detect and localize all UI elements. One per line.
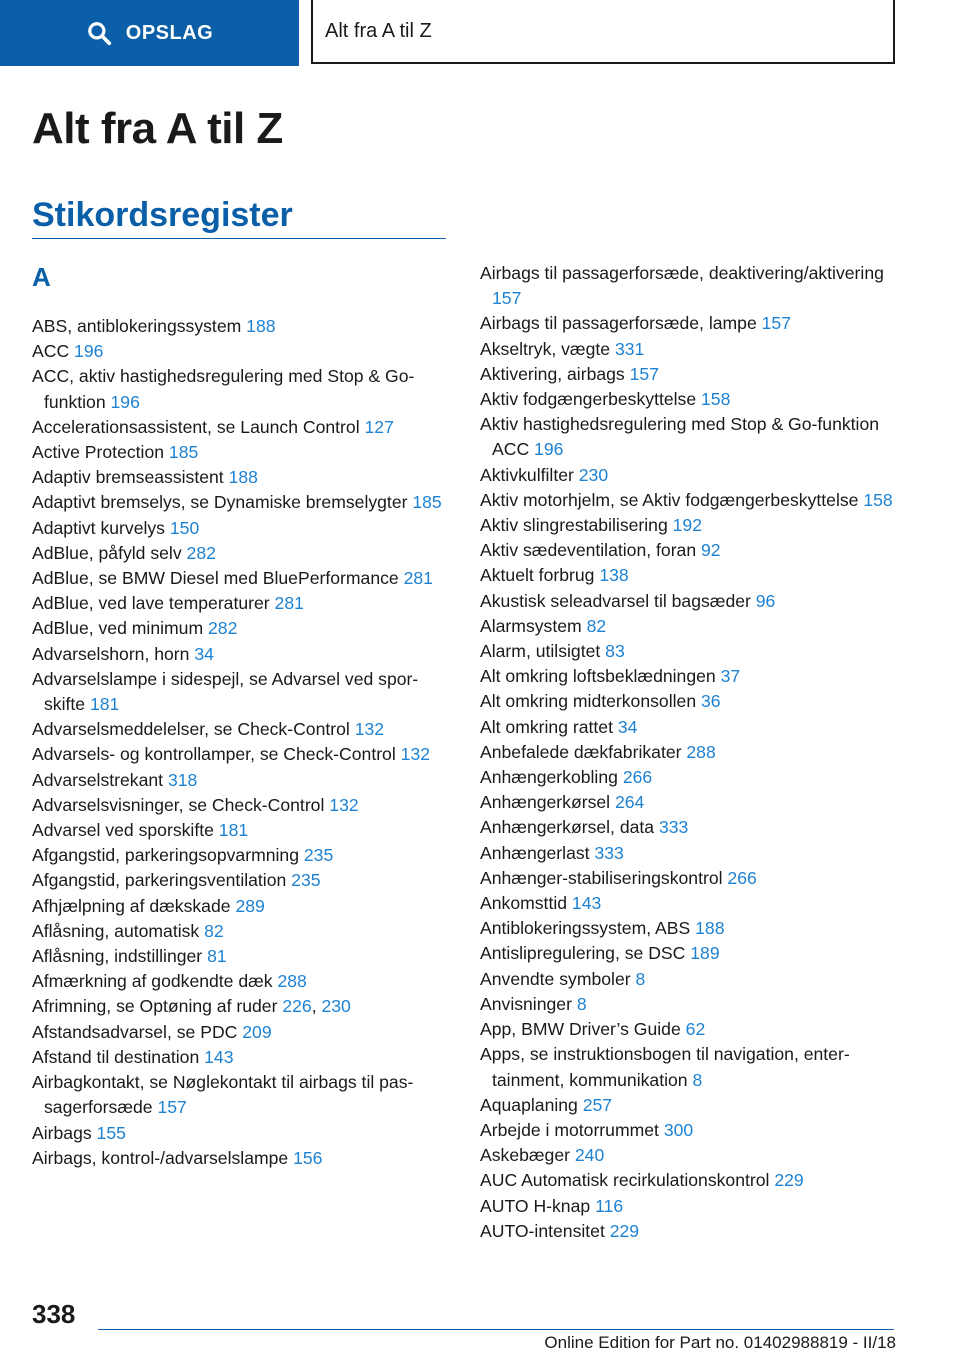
index-entry bbox=[32, 314, 448, 339]
page-reference-link[interactable]: 132 bbox=[329, 794, 359, 815]
index-entry-text: Advarselslampe i sidespejl, se Advarsel ved sporskifte bbox=[32, 668, 419, 715]
index-entry-text: Apps, se instruktionsbogen til navigation, entertainment, kommunikation bbox=[480, 1044, 850, 1090]
page-reference-link[interactable]: 157 bbox=[157, 1097, 187, 1118]
page-reference-link[interactable]: 289 bbox=[235, 895, 265, 916]
index-entry-text: Afgangstid, parkeringsopvarmning bbox=[32, 845, 299, 866]
index-entry-text: Antislipregulering, se DSC bbox=[480, 943, 686, 964]
search-tab[interactable] bbox=[0, 0, 299, 66]
section-divider bbox=[32, 238, 446, 239]
index-entry bbox=[32, 868, 448, 893]
index-entry-text: Anhængerkobling bbox=[480, 767, 618, 788]
page-reference-link[interactable]: 181 bbox=[218, 820, 249, 841]
page-reference-link[interactable]: 266 bbox=[727, 867, 757, 888]
page-reference-link[interactable]: 331 bbox=[614, 338, 645, 359]
page-reference-link[interactable]: 34 bbox=[194, 643, 214, 664]
index-entry-text: Aquaplaning bbox=[480, 1094, 578, 1115]
index-entry-text: Askebæger bbox=[480, 1145, 570, 1166]
page-reference-link[interactable]: 36 bbox=[701, 691, 721, 712]
index-entry-text: Airbags til passagerforsæde, deaktivering/aktivering bbox=[480, 263, 884, 283]
index-entry bbox=[480, 513, 898, 538]
index-entry bbox=[480, 1017, 898, 1042]
index-entry bbox=[480, 412, 898, 462]
page-reference-link[interactable]: 196 bbox=[110, 391, 140, 412]
page-reference-link[interactable]: 235 bbox=[303, 845, 334, 866]
page-reference-link[interactable]: 196 bbox=[74, 341, 104, 362]
page-reference-link[interactable]: 150 bbox=[169, 517, 200, 538]
current-section-label: Alt fra A til Z bbox=[325, 19, 432, 42]
index-entry bbox=[32, 566, 448, 591]
index-entry bbox=[32, 667, 448, 717]
page-reference-link[interactable]: 288 bbox=[277, 971, 307, 992]
index-entry-text: Airbags bbox=[32, 1122, 92, 1143]
index-entry-text: Anvisninger bbox=[480, 993, 572, 1014]
page-reference-link[interactable]: 196 bbox=[534, 439, 564, 460]
page-reference-link[interactable]: 83 bbox=[605, 641, 625, 662]
page-reference-link[interactable]: 226 bbox=[282, 996, 312, 1017]
index-entry-text: Afhjælpning af dækskade bbox=[32, 895, 231, 916]
page-reference-link[interactable]: 188 bbox=[246, 316, 276, 336]
page-reference-link[interactable]: 257 bbox=[582, 1094, 613, 1115]
page-reference-link[interactable]: 127 bbox=[364, 416, 394, 437]
page-reference-link[interactable]: 230 bbox=[321, 996, 351, 1017]
page-reference-link[interactable]: 282 bbox=[208, 618, 238, 639]
index-entry bbox=[32, 1121, 448, 1146]
index-entry bbox=[480, 967, 898, 992]
page-reference-link[interactable]: 8 bbox=[692, 1069, 703, 1090]
page-reference-link[interactable]: 333 bbox=[594, 842, 624, 863]
index-entry-text: Adaptivt kurvelys bbox=[32, 517, 165, 538]
page-title: Alt fra A til Z bbox=[32, 104, 283, 153]
index-entry-text: Aktivkulfilter bbox=[480, 464, 574, 485]
page-reference-link[interactable]: 333 bbox=[658, 817, 689, 838]
current-section-tab[interactable] bbox=[311, 0, 895, 64]
index-entry-text: Aktiv motorhjelm, se Aktiv fodgængerbeskyttelse bbox=[480, 489, 859, 510]
index-entry bbox=[32, 415, 448, 440]
page-reference-link[interactable]: 143 bbox=[204, 1046, 234, 1067]
index-entry-text: Anhængerlast bbox=[480, 842, 590, 863]
index-entry bbox=[32, 440, 448, 465]
index-entry-text: Akustisk seleadvarsel til bagsæder bbox=[480, 590, 751, 611]
page-reference-link[interactable]: 81 bbox=[207, 946, 227, 967]
index-entry bbox=[32, 717, 448, 742]
index-entry bbox=[480, 1168, 898, 1193]
page-reference-link[interactable]: 181 bbox=[89, 694, 120, 715]
page-reference-link[interactable]: 188 bbox=[228, 467, 258, 488]
index-entry bbox=[480, 916, 898, 941]
index-entry-text: Airbagkontakt, se Nøglekontakt til airbags til passagerforsæde bbox=[32, 1072, 414, 1118]
index-entry bbox=[32, 1146, 448, 1171]
index-entry-text: Advarselsvisninger, se Check-Control bbox=[32, 794, 325, 815]
page-reference-link[interactable]: 266 bbox=[622, 767, 653, 788]
page-reference-link[interactable]: 8 bbox=[576, 993, 587, 1014]
page-reference-link[interactable]: 229 bbox=[609, 1220, 640, 1241]
index-column-left bbox=[32, 314, 448, 1171]
index-entry-text: Aktiv slingrestabilisering bbox=[480, 515, 668, 536]
index-entry-text: Aktiv sædeventilation, foran bbox=[480, 540, 697, 561]
index-entry bbox=[480, 563, 898, 588]
index-entry-text: ABS, antiblokeringssystem bbox=[32, 316, 242, 336]
page-reference-link[interactable]: 281 bbox=[403, 568, 433, 589]
page-reference-link[interactable]: 318 bbox=[167, 769, 198, 790]
page-reference-link[interactable]: 82 bbox=[204, 920, 224, 941]
page-reference-link[interactable]: 264 bbox=[614, 792, 645, 813]
page-reference-link[interactable]: 157 bbox=[629, 363, 659, 384]
index-entry-text: Advarselstrekant bbox=[32, 769, 164, 790]
index-entry bbox=[480, 992, 898, 1017]
page-reference-link[interactable]: 37 bbox=[720, 666, 741, 687]
index-entry bbox=[480, 740, 898, 765]
page-reference-link[interactable]: 189 bbox=[690, 943, 720, 964]
page-reference-link[interactable]: 143 bbox=[571, 893, 602, 914]
index-entry-text: Aktuelt forbrug bbox=[480, 565, 595, 586]
index-entry bbox=[32, 1020, 448, 1045]
index-entry-text: Adaptivt bremselys, se Dynamiske bremselygter bbox=[32, 492, 408, 513]
index-entry bbox=[480, 1143, 898, 1168]
index-entry-text: Afrimning, se Optøning af ruder bbox=[32, 996, 278, 1017]
page-reference-link[interactable]: 132 bbox=[400, 744, 431, 765]
index-entry-text: AUC Automatisk recirkulationskontrol bbox=[480, 1170, 770, 1191]
index-entry bbox=[32, 944, 448, 969]
index-entry bbox=[32, 919, 448, 944]
index-entry bbox=[32, 591, 448, 616]
index-entry bbox=[480, 463, 898, 488]
index-entry-text: Akseltryk, vægte bbox=[480, 338, 611, 359]
letter-heading: A bbox=[32, 262, 51, 292]
index-entry-text: Afmærkning af godkendte dæk bbox=[32, 971, 273, 992]
page-reference-link[interactable]: 288 bbox=[686, 741, 716, 762]
index-entry-text: AUTO H-knap bbox=[480, 1195, 591, 1216]
index-entry bbox=[32, 541, 448, 566]
index-entry-text: Ankomsttid bbox=[480, 893, 568, 914]
index-entry bbox=[32, 516, 448, 541]
index-entry-text: Anvendte symboler bbox=[480, 968, 631, 989]
index-entry bbox=[480, 841, 898, 866]
page-reference-link[interactable]: 156 bbox=[293, 1147, 323, 1168]
index-entry-text: Alt omkring rattet bbox=[480, 716, 613, 737]
page-reference-link[interactable]: 158 bbox=[863, 489, 893, 510]
index-entry bbox=[480, 765, 898, 790]
index-entry bbox=[480, 790, 898, 815]
index-entry-text: Alt omkring loftsbeklædningen bbox=[480, 666, 716, 687]
page-reference-link[interactable]: 96 bbox=[755, 590, 776, 611]
index-entry-text: Advarselshorn, horn bbox=[32, 643, 190, 664]
index-entry-text: Anhængerkørsel, data bbox=[480, 817, 655, 838]
index-entry bbox=[480, 689, 898, 714]
index-entry bbox=[480, 538, 898, 563]
page-reference-link[interactable]: 240 bbox=[574, 1145, 605, 1166]
page-reference-link[interactable]: 158 bbox=[701, 389, 731, 410]
page-reference-link[interactable]: 116 bbox=[595, 1195, 624, 1216]
index-entry bbox=[480, 1042, 898, 1092]
index-entry bbox=[480, 337, 898, 362]
index-entry-text: Aktiv fodgængerbeskyttelse bbox=[480, 389, 697, 410]
page-reference-link[interactable]: 132 bbox=[354, 719, 385, 740]
index-entry-text: Active Protection bbox=[32, 442, 165, 463]
page-reference-link[interactable]: 235 bbox=[291, 870, 321, 891]
index-entry-text: Afstand til destination bbox=[32, 1046, 200, 1067]
page-reference-link[interactable]: 188 bbox=[695, 918, 725, 939]
search-tab-label: OPSLAG bbox=[125, 21, 214, 44]
index-entry bbox=[480, 1219, 898, 1244]
index-entry-text: Advarsels- og kontrollamper, se Check-Control bbox=[32, 744, 396, 765]
index-entry-text: Antiblokeringssystem, ABS bbox=[480, 918, 691, 939]
index-entry bbox=[32, 364, 448, 414]
index-entry-text: Alarmsystem bbox=[480, 615, 582, 636]
index-entry bbox=[480, 387, 898, 412]
index-entry bbox=[32, 642, 448, 667]
index-entry bbox=[480, 1194, 898, 1219]
index-entry-text: Advarselsmeddelelser, se Check-Control bbox=[32, 719, 350, 740]
index-entry bbox=[32, 843, 448, 868]
index-entry bbox=[32, 768, 448, 793]
index-entry-text: AdBlue, ved minimum bbox=[32, 618, 204, 639]
index-entry: Afrimning, se Optøning af ruder 226, 230 bbox=[32, 996, 351, 1017]
index-entry-text: Alarm, utilsigtet bbox=[480, 641, 601, 662]
page-reference-link[interactable]: 185 bbox=[168, 442, 199, 463]
index-entry bbox=[32, 742, 448, 767]
edition-link[interactable]: Online Edition for Part no. 01402988819 - II/18 bbox=[544, 1333, 896, 1352]
index-entry bbox=[32, 339, 448, 364]
index-entry-text: Anhængerkørsel bbox=[480, 792, 611, 813]
page-reference-link[interactable]: 82 bbox=[586, 615, 607, 636]
index-entry bbox=[480, 311, 898, 336]
index-entry bbox=[480, 664, 898, 689]
index-entry bbox=[32, 894, 448, 919]
page-reference-link[interactable]: 34 bbox=[617, 716, 638, 737]
page-number: 338 bbox=[32, 1299, 76, 1329]
page-reference-link[interactable]: 185 bbox=[412, 492, 442, 513]
index-entry bbox=[32, 616, 448, 641]
index-entry-text: AUTO-intensitet bbox=[480, 1220, 605, 1241]
index-entry-text: Anhænger-stabiliseringskontrol bbox=[480, 867, 723, 888]
index-entry-text: AdBlue, ved lave temperaturer bbox=[32, 593, 270, 614]
index-entry bbox=[32, 818, 448, 843]
index-entry bbox=[480, 941, 898, 966]
page-reference-link[interactable]: 281 bbox=[274, 593, 304, 614]
page-reference-link[interactable]: 300 bbox=[663, 1119, 694, 1140]
index-entry bbox=[32, 1070, 448, 1120]
index-entry bbox=[480, 715, 898, 740]
index-entry bbox=[32, 969, 448, 994]
index-entry-text: ACC, aktiv hastighedsregulering med Stop & Go-funktion bbox=[32, 366, 415, 412]
index-entry bbox=[480, 362, 898, 387]
index-entry-text: AdBlue, påfyld selv bbox=[32, 542, 182, 563]
index-entry-text: Afgangstid, parkeringsventilation bbox=[32, 870, 287, 891]
page-reference-link[interactable]: 8 bbox=[635, 968, 646, 989]
index-entry-text: Airbags, kontrol-/advarselslampe bbox=[32, 1147, 289, 1168]
index-entry bbox=[32, 1045, 448, 1070]
index-entry bbox=[32, 465, 448, 490]
index-entry-text: Airbags til passagerforsæde, lampe bbox=[480, 313, 757, 334]
index-entry bbox=[480, 866, 898, 891]
index-entry bbox=[480, 614, 898, 639]
index-entry-text: Accelerationsassistent, se Launch Control bbox=[32, 416, 360, 437]
index-entry-text: AdBlue, se BMW Diesel med BluePerformance bbox=[32, 568, 399, 589]
index-entry bbox=[480, 1093, 898, 1118]
index-entry-text: Afstandsadvarsel, se PDC bbox=[32, 1021, 238, 1042]
page-reference-link[interactable]: 209 bbox=[242, 1021, 272, 1042]
page-reference-link[interactable]: 192 bbox=[672, 515, 702, 536]
footer-divider bbox=[98, 1329, 894, 1330]
index-entry-text: Aflåsning, automatisk bbox=[32, 920, 200, 941]
index-entry-text: App, BMW Driver’s Guide bbox=[480, 1019, 681, 1040]
index-column-right bbox=[480, 261, 898, 1244]
index-entry bbox=[480, 589, 898, 614]
index-entry-text: Advarsel ved sporskifte bbox=[32, 820, 214, 841]
page-reference-link[interactable]: 157 bbox=[492, 288, 522, 309]
index-entry bbox=[32, 793, 448, 818]
index-entry-text: Aflåsning, indstillinger bbox=[32, 946, 203, 967]
index-entry-text: Adaptiv bremseassistent bbox=[32, 467, 224, 488]
index-entry-text: Aktivering, airbags bbox=[480, 363, 625, 384]
index-entry bbox=[32, 490, 448, 515]
page-reference-link[interactable]: 230 bbox=[578, 464, 609, 485]
index-entry-text: ACC bbox=[32, 341, 70, 362]
search-icon bbox=[86, 20, 112, 46]
page-reference-link[interactable]: 155 bbox=[96, 1122, 126, 1143]
page-reference-link[interactable]: 157 bbox=[761, 313, 791, 334]
page-reference-link[interactable]: 62 bbox=[685, 1019, 706, 1040]
index-entry bbox=[480, 488, 898, 513]
page-reference-link[interactable]: 282 bbox=[186, 542, 216, 563]
page-reference-link[interactable]: 229 bbox=[774, 1170, 804, 1191]
index-entry bbox=[480, 815, 898, 840]
index-entry-text: Anbefalede dækfabrikater bbox=[480, 741, 682, 762]
index-entry-text: Aktiv hastighedsregulering med Stop & Go-funktion ACC bbox=[480, 414, 880, 460]
index-entry bbox=[480, 1118, 898, 1143]
index-entry-text: Alt omkring midterkonsollen bbox=[480, 691, 697, 712]
section-title: Stikordsregister bbox=[32, 196, 293, 234]
page-reference-link[interactable]: 92 bbox=[701, 540, 721, 561]
index-entry bbox=[480, 261, 898, 311]
page-reference-link[interactable]: 138 bbox=[599, 565, 629, 586]
index-entry bbox=[480, 639, 898, 664]
index-entry-text: Arbejde i motorrummet bbox=[480, 1119, 659, 1140]
index-entry bbox=[480, 891, 898, 916]
